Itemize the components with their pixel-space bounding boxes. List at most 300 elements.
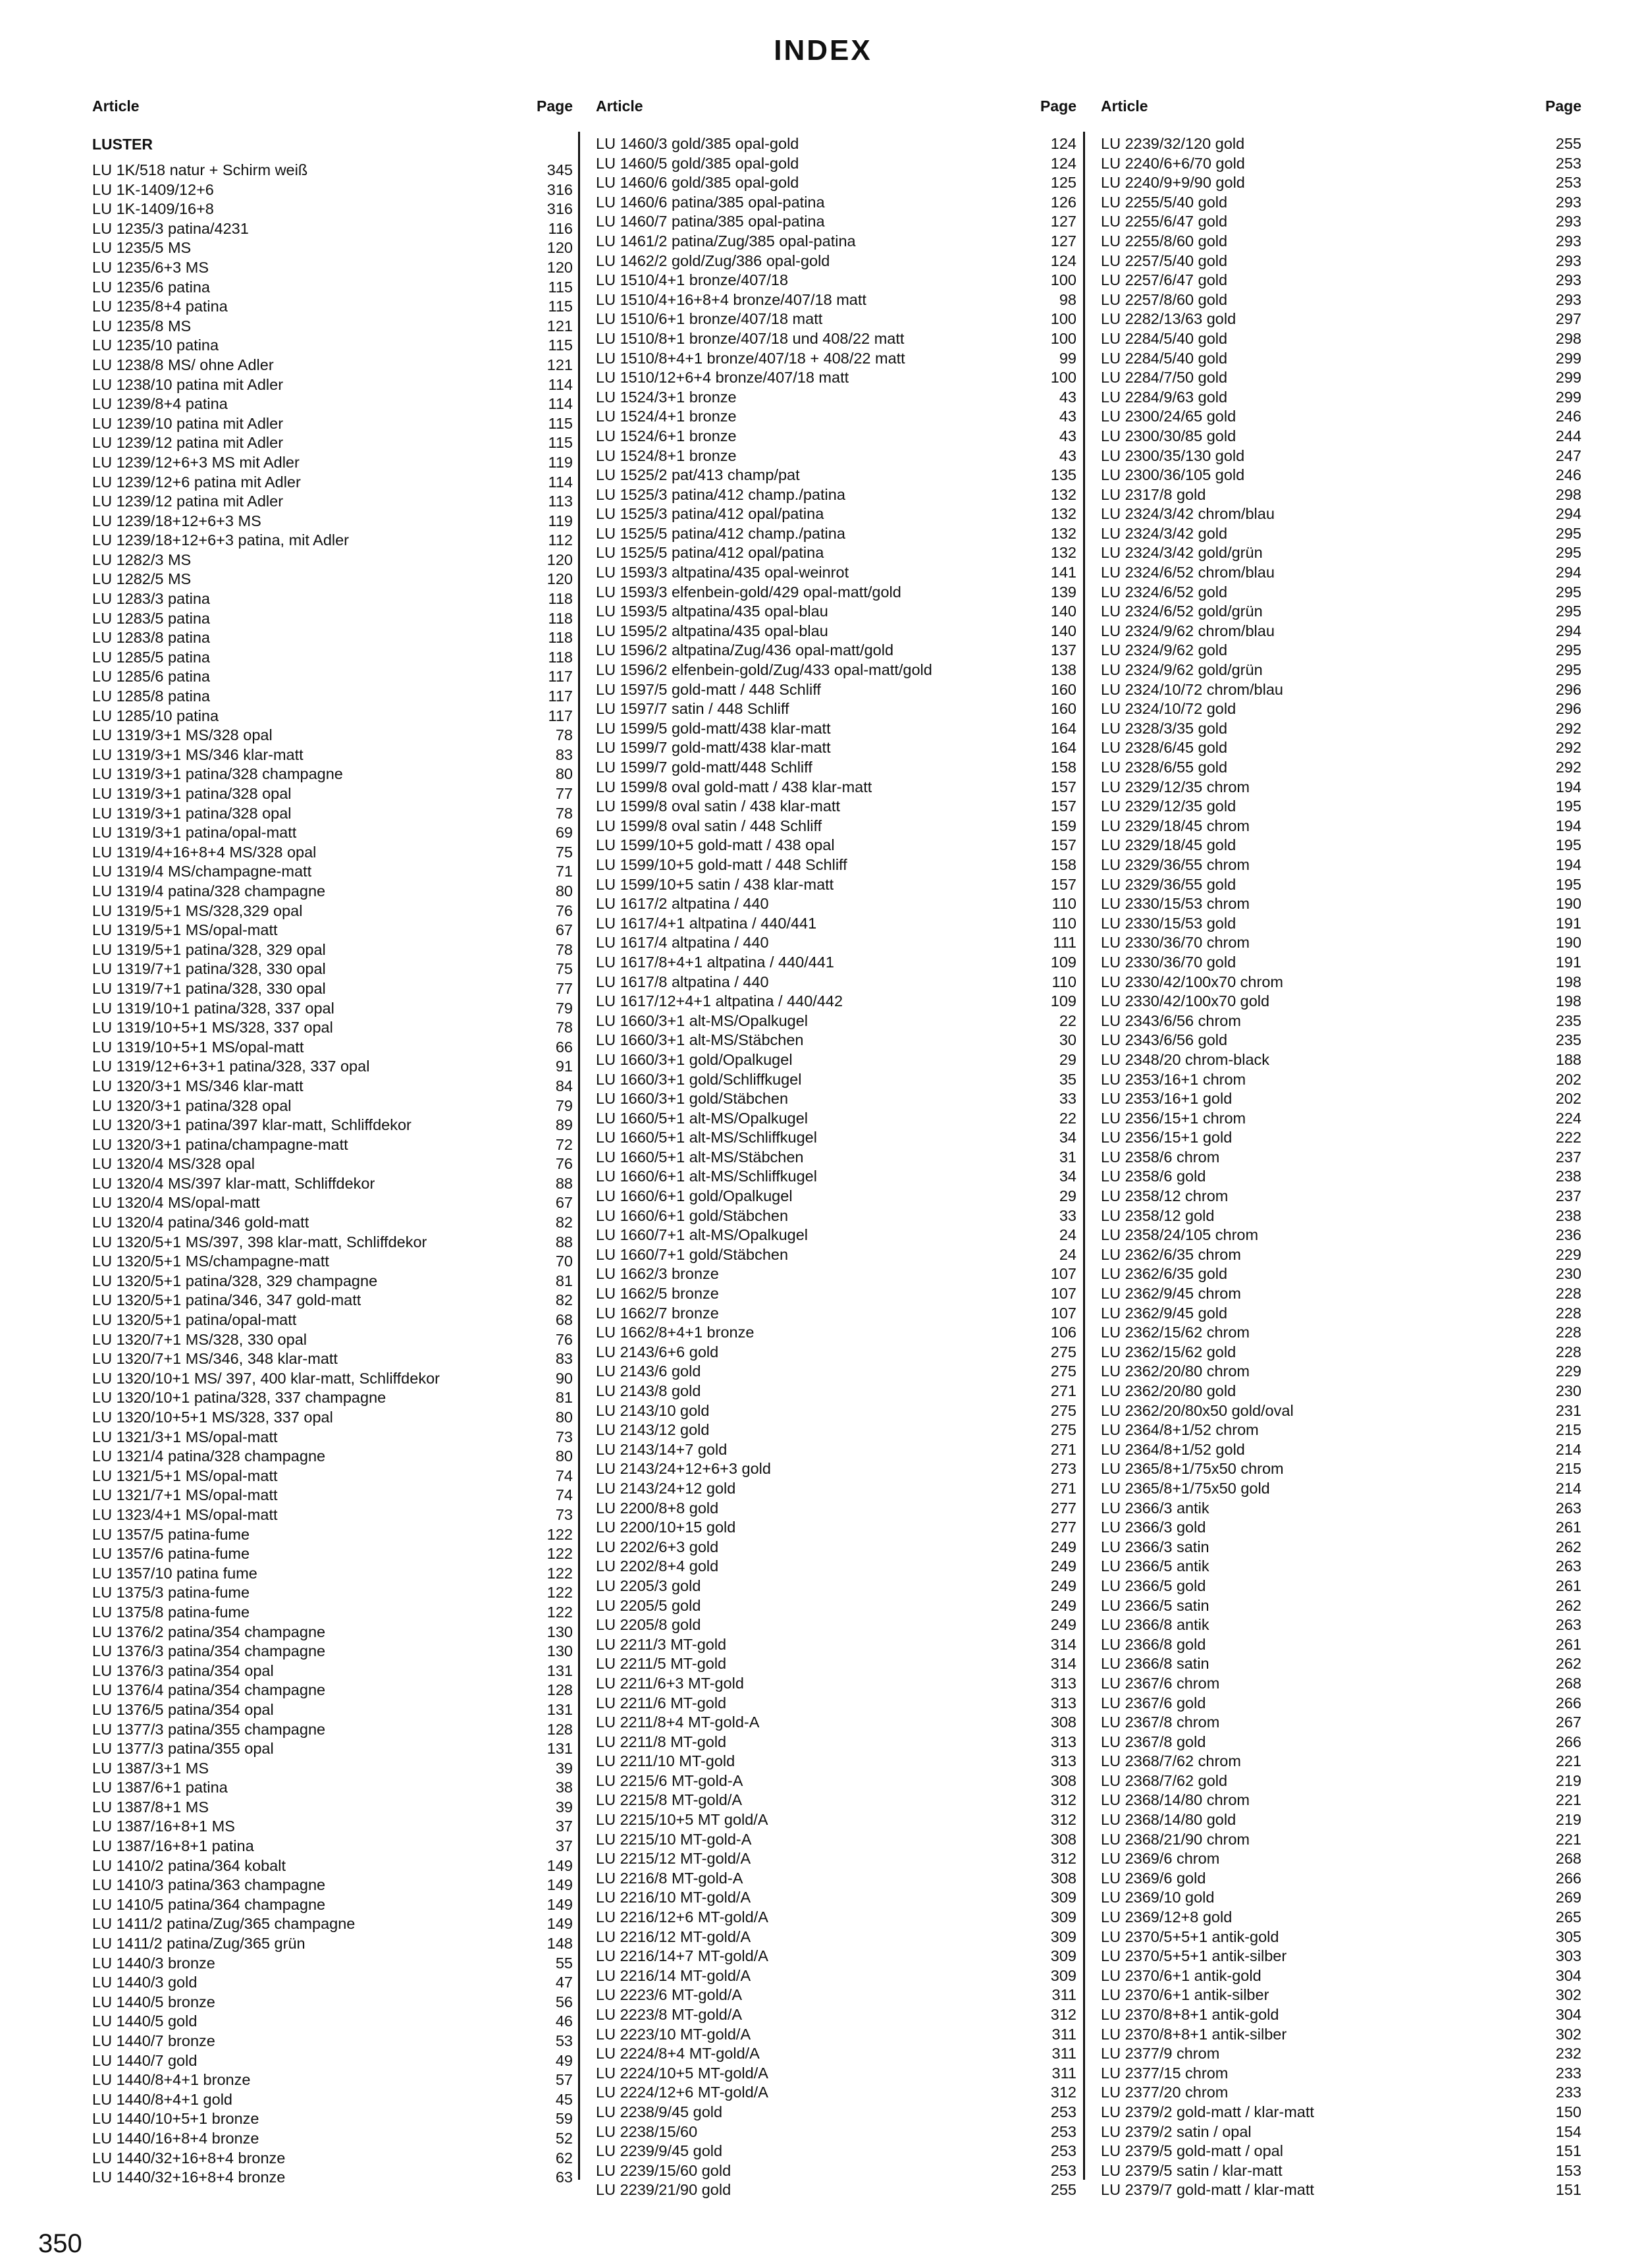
index-entry — [1101, 1635, 1581, 1655]
page-ref: 67 — [555, 1194, 573, 1212]
page-ref: 188 — [1555, 1050, 1581, 1068]
article-name: LU 1377/3 patina/355 champagne — [92, 1720, 326, 1738]
index-entry — [92, 589, 573, 609]
page-ref: 298 — [1555, 329, 1581, 347]
article-name: LU 1319/3+1 patina/328 champagne — [92, 765, 343, 783]
article-name: LU 1285/6 patina — [92, 668, 211, 686]
index-entry — [1101, 1050, 1581, 1070]
index-entry — [1101, 1888, 1581, 1908]
article-name: LU 1320/4 MS/opal-matt — [92, 1194, 260, 1212]
index-entry — [92, 979, 573, 999]
article-name: LU 1375/3 patina-fume — [92, 1584, 250, 1602]
page-ref: 117 — [548, 688, 573, 705]
index-entry — [596, 622, 1076, 641]
index-entry — [1101, 485, 1581, 505]
page-ref: 120 — [546, 258, 573, 276]
index-entry — [1101, 193, 1581, 213]
article-name: LU 2215/10+5 MT gold/A — [596, 1811, 768, 1829]
article-name: LU 1617/2 altpatina / 440 — [596, 895, 769, 913]
article-name: LU 2224/12+6 MT-gold/A — [596, 2084, 768, 2101]
index-entry — [1101, 1810, 1581, 1830]
page-ref: 78 — [555, 940, 573, 958]
page-ref: 277 — [1050, 1499, 1076, 1517]
page-ref: 76 — [555, 902, 573, 919]
index-entry — [92, 356, 573, 375]
page-ref: 49 — [555, 2051, 573, 2069]
index-entry — [92, 862, 573, 882]
index-entry — [92, 2051, 573, 2071]
index-entry — [1101, 1206, 1581, 1226]
page-ref: 157 — [1050, 797, 1076, 815]
index-entry — [596, 1499, 1076, 1519]
article-name: LU 2369/10 gold — [1101, 1889, 1215, 1906]
article-name: LU 1599/8 oval satin / 448 Schliff — [596, 817, 822, 834]
page-ref: 35 — [1059, 1070, 1076, 1088]
page-ref: 195 — [1555, 875, 1581, 893]
page-ref: 262 — [1555, 1655, 1581, 1673]
page-ref: 312 — [1050, 2006, 1076, 2023]
article-name: LU 2329/18/45 chrom — [1101, 817, 1250, 834]
page-ref: 309 — [1050, 1908, 1076, 1926]
article-name: LU 2362/20/80x50 gold/oval — [1101, 1401, 1294, 1419]
index-entry — [596, 1187, 1076, 1206]
page-ref: 78 — [555, 1019, 573, 1037]
column-header — [92, 96, 573, 116]
index-entry — [596, 699, 1076, 719]
article-name: LU 1410/3 patina/363 champagne — [92, 1876, 326, 1894]
page-ref: 308 — [1050, 1830, 1076, 1848]
article-name: LU 2143/6 gold — [596, 1363, 701, 1380]
index-entry — [92, 648, 573, 668]
article-name: LU 1235/5 MS — [92, 239, 192, 257]
article-name: LU 1283/8 patina — [92, 629, 211, 647]
page-ref: 128 — [546, 1720, 573, 1738]
page-ref: 76 — [555, 1330, 573, 1348]
article-name: LU 2200/10+15 gold — [596, 1519, 736, 1536]
article-name: LU 2324/9/62 gold/grün — [1101, 661, 1263, 679]
article-name: LU 1411/2 patina/Zug/365 champagne — [92, 1915, 356, 1933]
page-ref: 296 — [1555, 700, 1581, 718]
article-name: LU 2223/10 MT-gold/A — [596, 2025, 751, 2043]
article-name: LU 2300/30/85 gold — [1101, 427, 1236, 445]
article-name: LU 1460/6 patina/385 opal-patina — [596, 193, 825, 211]
article-name: LU 2255/8/60 gold — [1101, 232, 1228, 250]
index-entry — [92, 1973, 573, 1993]
page-ref: 148 — [546, 1935, 573, 1953]
index-entry — [1101, 1245, 1581, 1265]
article-name: LU 1440/3 bronze — [92, 1954, 215, 1972]
page-ref: 47 — [555, 1974, 573, 1991]
article-name: LU 2300/35/130 gold — [1101, 446, 1245, 464]
index-entry — [1101, 466, 1581, 485]
article-name: LU 1460/7 patina/385 opal-patina — [596, 213, 825, 230]
page-ref: 151 — [1555, 2181, 1581, 2199]
page-ref: 132 — [1050, 485, 1076, 503]
index-entry — [1101, 1343, 1581, 1363]
page-header: Page — [1545, 97, 1581, 115]
article-name: LU 1320/3+1 patina/328 opal — [92, 1096, 292, 1114]
article-name: LU 1320/10+1 MS/ 397, 400 klar-matt, Schliffdekor — [92, 1369, 440, 1387]
page-ref: 81 — [555, 1272, 573, 1289]
page-ref: 311 — [1051, 1986, 1076, 2004]
page-ref: 314 — [1050, 1655, 1076, 1673]
page-ref: 115 — [548, 278, 573, 296]
page-ref: 137 — [1050, 641, 1076, 659]
article-name: LU 2330/15/53 chrom — [1101, 895, 1250, 913]
index-column-1 — [92, 96, 573, 2188]
page-ref: 195 — [1555, 797, 1581, 815]
index-entry — [596, 1109, 1076, 1129]
article-name: LU 1440/3 gold — [92, 1974, 198, 1991]
index-entry — [596, 719, 1076, 739]
index-entry — [92, 1681, 573, 1700]
index-entry — [596, 778, 1076, 797]
page-ref: 275 — [1050, 1363, 1076, 1380]
index-entry — [92, 1213, 573, 1233]
index-entry — [92, 765, 573, 784]
page-ref: 71 — [555, 863, 573, 880]
index-entry — [1101, 1226, 1581, 1245]
page-ref: 75 — [555, 960, 573, 978]
page-ref: 83 — [555, 745, 573, 763]
page-ref: 294 — [1555, 564, 1581, 581]
article-name: LU 2362/15/62 chrom — [1101, 1324, 1250, 1341]
page-ref: 70 — [555, 1253, 573, 1270]
index-entry — [92, 687, 573, 707]
article-name: LU 2257/8/60 gold — [1101, 290, 1228, 308]
page-ref: 295 — [1555, 544, 1581, 562]
index-entry — [92, 238, 573, 258]
index-entry — [92, 902, 573, 921]
index-entry — [596, 524, 1076, 544]
index-column-2 — [596, 96, 1076, 2200]
page-ref: 303 — [1555, 1947, 1581, 1965]
index-entry — [596, 349, 1076, 369]
article-name: LU 2205/3 gold — [596, 1577, 701, 1594]
article-name: LU 2328/3/35 gold — [1101, 719, 1228, 737]
article-name: LU 2370/8+8+1 antik-gold — [1101, 2006, 1279, 2023]
article-name: LU 1319/7+1 patina/328, 330 opal — [92, 960, 326, 978]
article-name: LU 2143/14+7 gold — [596, 1440, 728, 1458]
article-name: LU 2348/20 chrom-black — [1101, 1050, 1270, 1068]
page-ref: 249 — [1050, 1557, 1076, 1575]
article-name: LU 2143/6+6 gold — [596, 1343, 719, 1361]
article-name: LU 1524/6+1 bronze — [596, 427, 737, 445]
page-ref: 79 — [555, 1096, 573, 1114]
article-name: LU 2366/3 gold — [1101, 1519, 1206, 1536]
index-entry — [92, 2149, 573, 2169]
page-ref: 107 — [1050, 1304, 1076, 1322]
page-ref: 157 — [1050, 875, 1076, 893]
article-name: LU 1525/3 patina/412 opal/patina — [596, 505, 824, 523]
index-entry — [92, 823, 573, 843]
page-ref: 221 — [1555, 1791, 1581, 1809]
index-entry — [596, 2122, 1076, 2142]
page-ref: 119 — [548, 512, 573, 529]
index-entry — [92, 1291, 573, 1310]
page-ref: 312 — [1050, 1811, 1076, 1829]
page-ref: 237 — [1555, 1187, 1581, 1205]
index-entry — [92, 336, 573, 356]
index-entry — [1101, 1070, 1581, 1090]
index-entry — [92, 570, 573, 589]
page-ref: 80 — [555, 882, 573, 900]
article-name: LU 1660/3+1 gold/Schliffkugel — [596, 1070, 802, 1088]
page-ref: 99 — [1059, 349, 1076, 367]
page-ref: 309 — [1050, 1889, 1076, 1906]
page-ref: 235 — [1555, 1012, 1581, 1029]
article-name: LU 2369/6 chrom — [1101, 1850, 1220, 1868]
page-ref: 293 — [1555, 271, 1581, 289]
index-entry — [596, 1596, 1076, 1616]
page-ref: 160 — [1050, 700, 1076, 718]
index-entry — [596, 1012, 1076, 1031]
index-entry — [1101, 933, 1581, 953]
article-name: LU 2284/5/40 gold — [1101, 329, 1228, 347]
page-ref: 122 — [546, 1603, 573, 1621]
page-ref: 237 — [1555, 1148, 1581, 1166]
page-ref: 302 — [1555, 1986, 1581, 2004]
index-entry — [1101, 446, 1581, 466]
article-name: LU 1319/5+1 patina/328, 329 opal — [92, 940, 326, 958]
index-entry — [1101, 1947, 1581, 1966]
article-name: LU 2379/2 satin / opal — [1101, 2122, 1252, 2140]
article-name: LU 1660/3+1 gold/Stäbchen — [596, 1090, 789, 1108]
index-entry — [1101, 1323, 1581, 1343]
article-name: LU 1461/2 patina/Zug/385 opal-patina — [596, 232, 856, 250]
page-ref: 132 — [1050, 505, 1076, 523]
index-entry — [596, 329, 1076, 349]
index-entry — [596, 368, 1076, 388]
page-ref: 238 — [1555, 1168, 1581, 1185]
article-name: LU 2330/36/70 gold — [1101, 953, 1236, 971]
article-name: LU 2317/8 gold — [1101, 485, 1206, 503]
article-name: LU 1376/2 patina/354 champagne — [92, 1623, 326, 1640]
article-name: LU 2324/6/52 gold — [1101, 583, 1228, 601]
index-entry — [596, 1343, 1076, 1363]
article-name: LU 2211/5 MT-gold — [596, 1655, 727, 1673]
page-ref: 121 — [546, 356, 573, 373]
index-entry — [1101, 797, 1581, 817]
page-ref: 106 — [1050, 1324, 1076, 1341]
index-entry — [596, 427, 1076, 446]
page-ref: 29 — [1059, 1187, 1076, 1205]
page-ref: 293 — [1555, 193, 1581, 211]
article-name: LU 2362/6/35 chrom — [1101, 1245, 1241, 1263]
index-entry — [92, 1428, 573, 1447]
article-name: LU 1238/8 MS/ ohne Adler — [92, 356, 274, 373]
article-name: LU 1357/6 patina-fume — [92, 1545, 250, 1563]
article-name: LU 2362/9/45 gold — [1101, 1304, 1228, 1322]
page-ref: 293 — [1555, 232, 1581, 250]
index-entry — [1101, 894, 1581, 914]
article-name: LU 2143/24+12+6+3 gold — [596, 1460, 771, 1478]
index-entry — [92, 667, 573, 687]
page-ref: 271 — [1050, 1440, 1076, 1458]
page-ref: 275 — [1050, 1421, 1076, 1439]
index-entry — [596, 563, 1076, 583]
article-name: LU 1319/5+1 MS/328,329 opal — [92, 902, 303, 919]
page-header: Page — [537, 97, 573, 115]
page-ref: 244 — [1555, 427, 1581, 445]
page-ref: 33 — [1059, 1206, 1076, 1224]
page-ref: 110 — [1051, 895, 1076, 913]
article-name: LU 2368/14/80 chrom — [1101, 1791, 1250, 1809]
index-entry — [596, 1635, 1076, 1655]
article-name: LU 2324/9/62 gold — [1101, 641, 1228, 659]
page-ref: 126 — [1050, 193, 1076, 211]
page-ref: 24 — [1059, 1245, 1076, 1263]
article-name: LU 2366/5 satin — [1101, 1596, 1209, 1614]
article-name: LU 1321/7+1 MS/opal-matt — [92, 1486, 278, 1504]
index-entry — [596, 992, 1076, 1012]
article-name: LU 2366/8 gold — [1101, 1635, 1206, 1653]
page-ref: 294 — [1555, 622, 1581, 639]
article-name: LU 1510/6+1 bronze/407/18 matt — [596, 310, 823, 328]
page-ref: 299 — [1555, 369, 1581, 387]
index-entry — [92, 1739, 573, 1759]
page-ref: 262 — [1555, 1596, 1581, 1614]
article-name: LU 1319/12+6+3+1 patina/328, 337 opal — [92, 1058, 370, 1075]
article-name: LU 1319/10+5+1 MS/328, 337 opal — [92, 1019, 333, 1037]
article-name: LU 2330/42/100x70 gold — [1101, 992, 1270, 1010]
index-entry — [1101, 2142, 1581, 2161]
index-entry — [92, 1018, 573, 1038]
index-entry — [92, 278, 573, 298]
article-name: LU 2239/21/90 gold — [596, 2181, 731, 2199]
article-name: LU 1235/10 patina — [92, 337, 219, 354]
index-entry — [596, 1577, 1076, 1596]
index-entry — [92, 453, 573, 473]
page-ref: 345 — [546, 161, 573, 178]
index-entry — [92, 297, 573, 317]
article-name: LU 2362/6/35 gold — [1101, 1265, 1228, 1283]
index-entry — [1101, 1518, 1581, 1538]
index-entry — [596, 1440, 1076, 1460]
index-entry — [1101, 134, 1581, 154]
article-name: LU 1319/3+1 patina/328 opal — [92, 804, 292, 822]
index-entry — [596, 543, 1076, 563]
index-entry — [596, 894, 1076, 914]
article-name: LU 1320/10+1 patina/328, 337 champagne — [92, 1389, 386, 1407]
page-ref: 74 — [555, 1467, 573, 1484]
index-entry — [92, 1349, 573, 1369]
index-entry — [92, 959, 573, 979]
page-ref: 293 — [1555, 252, 1581, 269]
index-entry — [1101, 1654, 1581, 1674]
page-ref: 253 — [1050, 2142, 1076, 2160]
page-ref: 100 — [1050, 271, 1076, 289]
page-ref: 158 — [1050, 855, 1076, 873]
index-entry — [1101, 329, 1581, 349]
article-name: LU 2300/24/65 gold — [1101, 408, 1236, 425]
page-ref: 80 — [555, 1447, 573, 1465]
index-entry — [596, 2044, 1076, 2064]
index-entry — [596, 1128, 1076, 1148]
article-name: LU 1319/10+1 patina/328, 337 opal — [92, 999, 334, 1017]
index-entry — [92, 1096, 573, 1116]
index-entry — [92, 512, 573, 531]
index-entry — [596, 173, 1076, 193]
page-ref: 299 — [1555, 349, 1581, 367]
article-name: LU 1599/10+5 gold-matt / 448 Schliff — [596, 855, 847, 873]
page-ref: 311 — [1051, 2045, 1076, 2063]
article-name: LU 2366/5 antik — [1101, 1557, 1209, 1575]
index-entry — [1101, 758, 1581, 778]
index-entry — [1101, 836, 1581, 855]
article-name: LU 2379/5 gold-matt / opal — [1101, 2142, 1283, 2160]
article-name: LU 2284/7/50 gold — [1101, 369, 1228, 387]
page-ref: 261 — [1555, 1577, 1581, 1594]
page-ref: 34 — [1059, 1129, 1076, 1147]
index-entry — [1101, 622, 1581, 641]
index-entry — [1101, 563, 1581, 583]
index-entry — [596, 875, 1076, 895]
article-name: LU 2224/8+4 MT-gold/A — [596, 2045, 760, 2063]
page-ref: 263 — [1555, 1499, 1581, 1517]
page-ref: 107 — [1050, 1285, 1076, 1303]
index-entry — [596, 1459, 1076, 1479]
page-ref: 30 — [1059, 1031, 1076, 1049]
page-ref: 316 — [546, 200, 573, 218]
index-entry — [1101, 1499, 1581, 1519]
index-entry — [92, 1310, 573, 1330]
page-ref: 131 — [546, 1700, 573, 1718]
page-ref: 124 — [1050, 154, 1076, 172]
page-ref: 312 — [1050, 1850, 1076, 1868]
page-ref: 275 — [1050, 1401, 1076, 1419]
article-name: LU 2370/5+5+1 antik-gold — [1101, 1928, 1279, 1945]
index-column-3 — [1101, 96, 1581, 2200]
index-entry — [596, 1654, 1076, 1674]
index-entry — [92, 1077, 573, 1096]
index-entry — [92, 375, 573, 395]
article-name: LU 1593/5 altpatina/435 opal-blau — [596, 603, 828, 620]
index-entry — [1101, 290, 1581, 310]
page-ref: 130 — [546, 1642, 573, 1660]
article-name: LU 1660/3+1 alt-MS/Stäbchen — [596, 1031, 804, 1049]
article-name: LU 1524/4+1 bronze — [596, 408, 737, 425]
article-name: LU 1617/8+4+1 altpatina / 440/441 — [596, 953, 834, 971]
page-ref: 233 — [1555, 2064, 1581, 2082]
index-entry — [1101, 1440, 1581, 1460]
page-ref: 75 — [555, 843, 573, 861]
article-name: LU 2324/6/52 gold/grün — [1101, 603, 1263, 620]
page-ref: 269 — [1555, 1889, 1581, 1906]
article-name: LU 2216/10 MT-gold/A — [596, 1889, 751, 1906]
page-ref: 266 — [1555, 1733, 1581, 1750]
page-ref: 63 — [555, 2169, 573, 2186]
index-entry — [92, 843, 573, 863]
index-entry — [596, 1849, 1076, 1869]
article-name: LU 1285/10 patina — [92, 707, 219, 724]
article-name: LU 1238/10 patina mit Adler — [92, 375, 284, 393]
index-entry — [92, 317, 573, 337]
index-entry — [596, 1479, 1076, 1499]
index-entry — [92, 1174, 573, 1194]
page-ref: 268 — [1555, 1850, 1581, 1868]
index-entry — [1101, 271, 1581, 290]
page-ref: 293 — [1555, 290, 1581, 308]
article-name: LU 1525/5 patina/412 champ./patina — [596, 524, 845, 542]
article-name: LU 1320/5+1 patina/328, 329 champagne — [92, 1272, 378, 1289]
page-ref: 132 — [1050, 524, 1076, 542]
page-title: INDEX — [774, 34, 872, 67]
article-name: LU 2284/5/40 gold — [1101, 349, 1228, 367]
index-entry — [596, 1694, 1076, 1714]
page-ref: 115 — [548, 434, 573, 452]
page-ref: 271 — [1050, 1479, 1076, 1497]
